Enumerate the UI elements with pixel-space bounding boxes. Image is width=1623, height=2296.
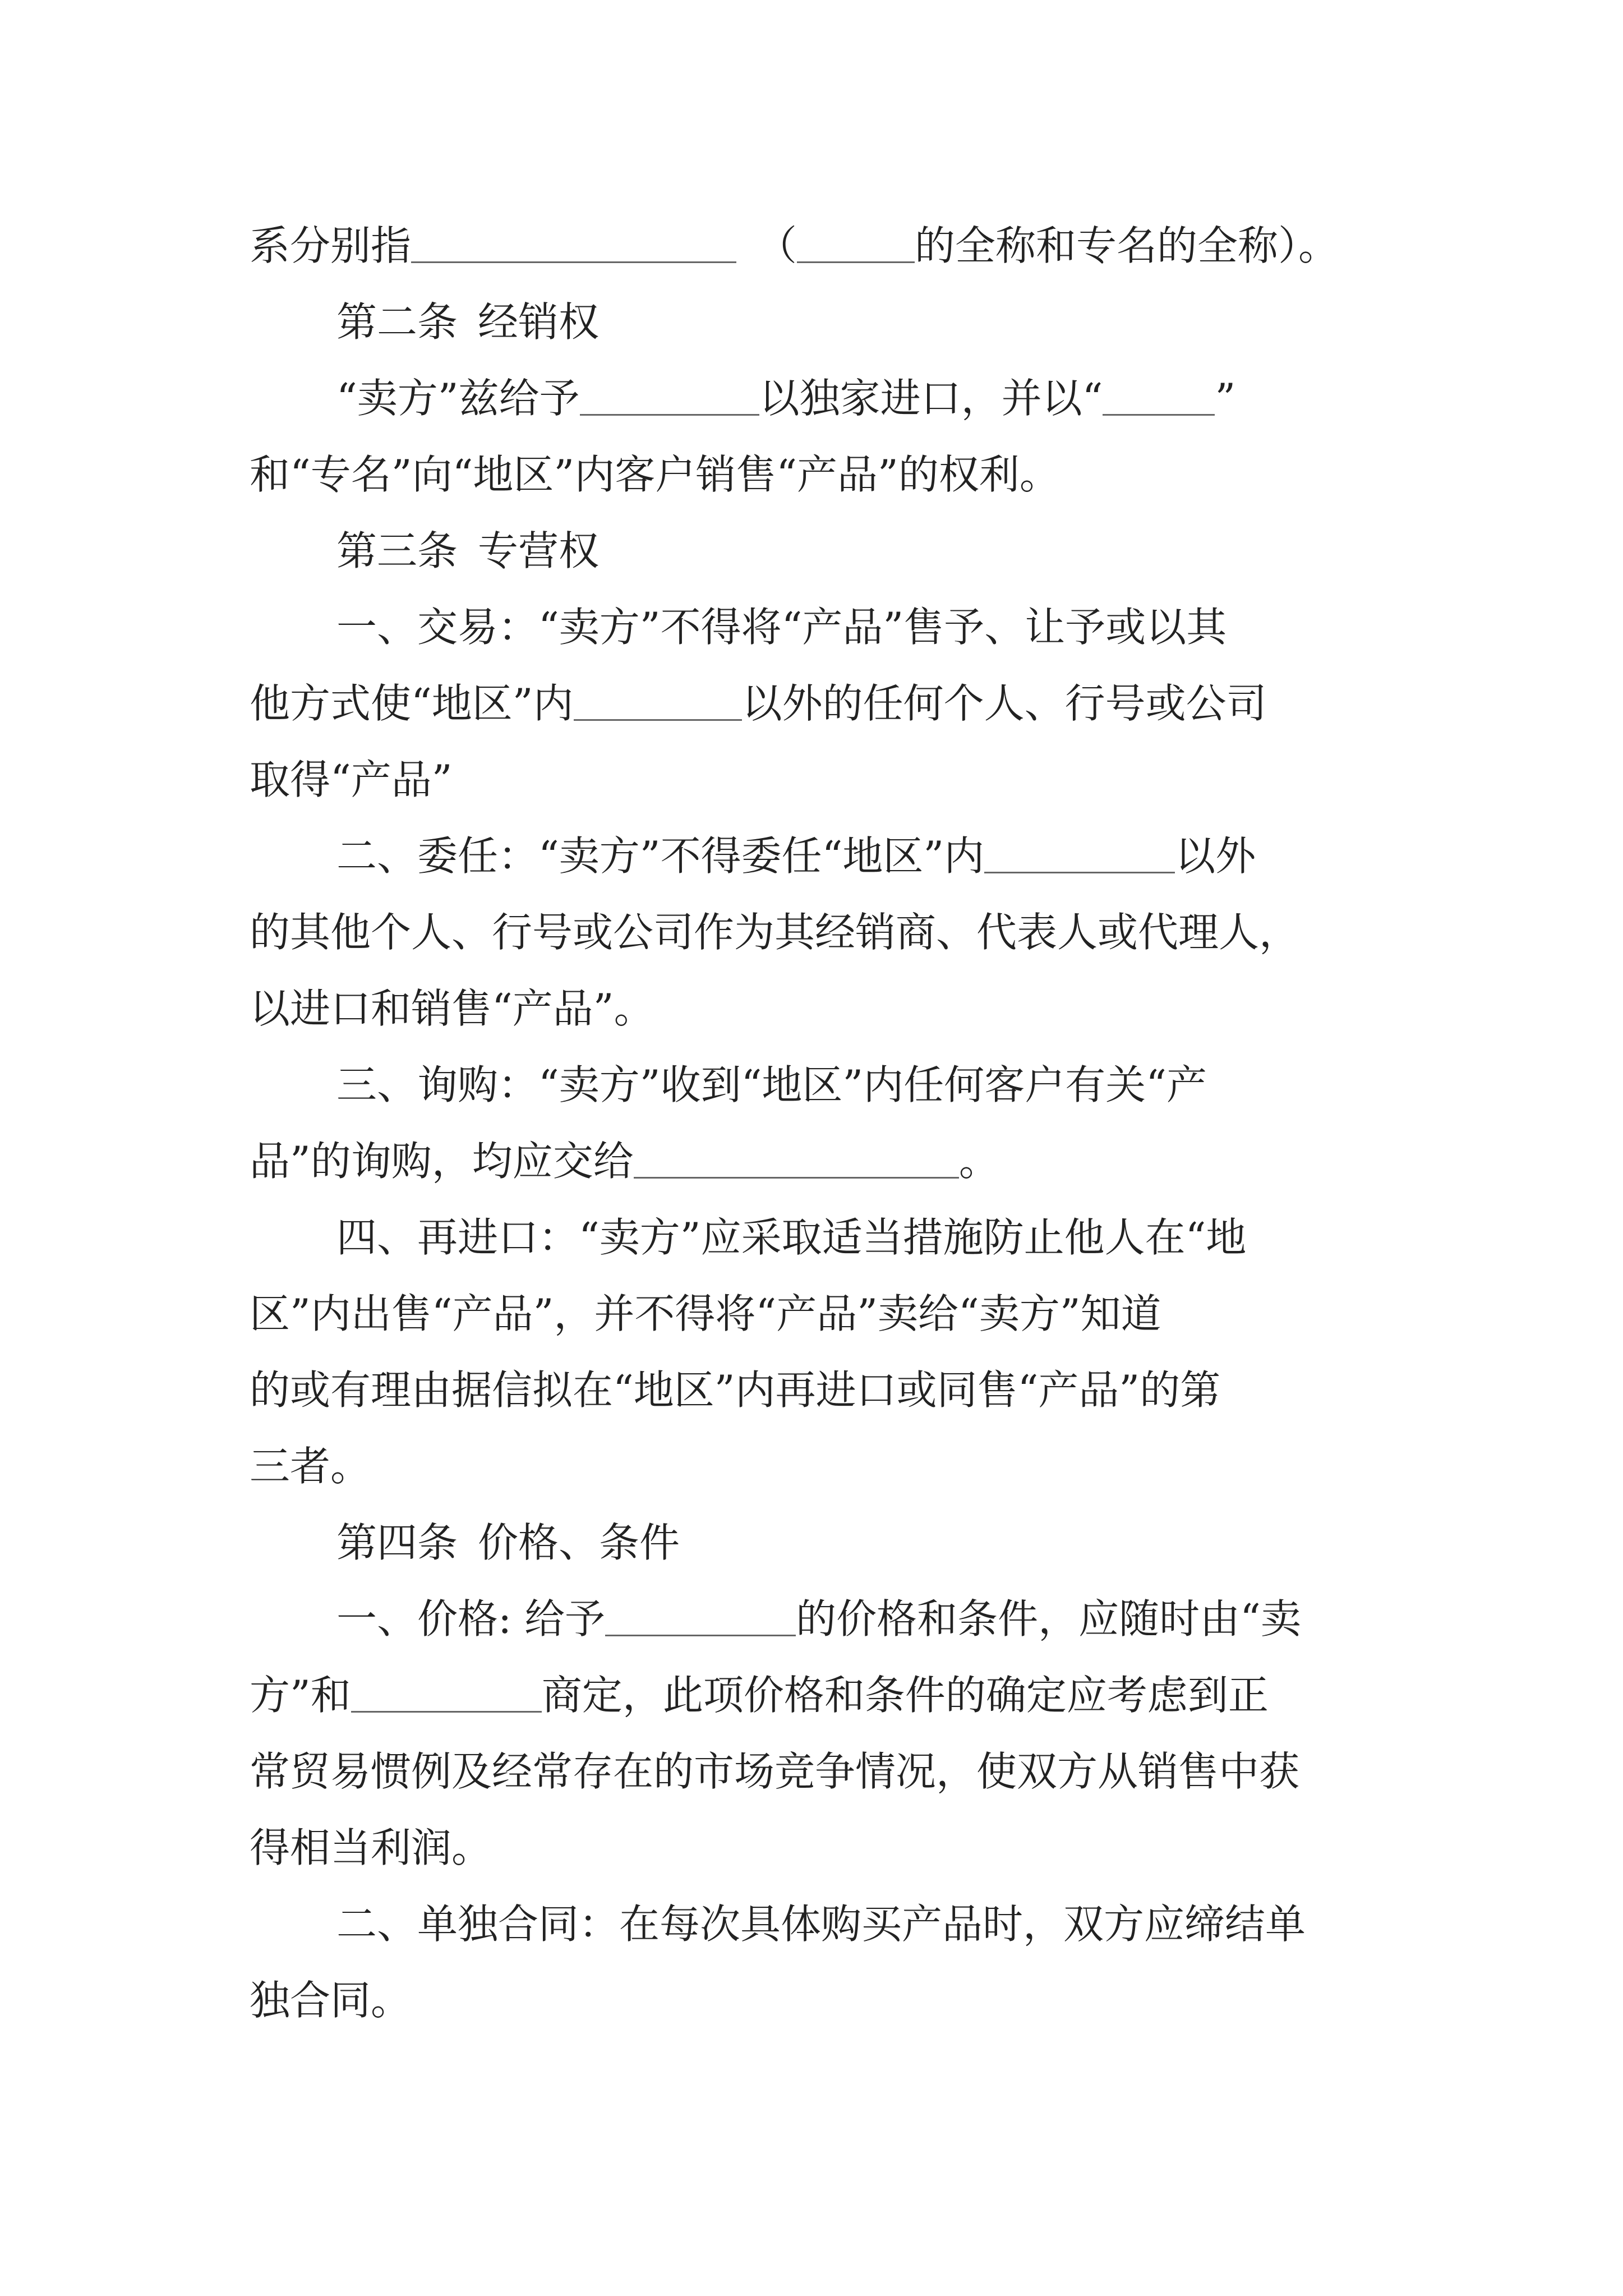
paragraph-line — [250, 818, 1382, 894]
text-segment: ” — [1215, 375, 1236, 422]
article-name: 专营权 — [478, 527, 600, 574]
fill-blank — [574, 685, 742, 721]
article-number: 第三条 — [336, 527, 458, 574]
article-number: 第四条 — [336, 1519, 458, 1566]
paragraph-line — [250, 1886, 1382, 1962]
text-segment: 和“专名”向“地区”内客户销售“产品”的权利。 — [250, 451, 1060, 498]
paragraph-line — [250, 1428, 1382, 1504]
paragraph-line — [250, 589, 1382, 665]
paragraph-line — [250, 1810, 1382, 1886]
text-segment: 二、委任：“卖方”不得委任“地区”内 — [336, 832, 985, 880]
paragraph-line — [250, 1047, 1382, 1123]
text-segment: 。 — [958, 1138, 999, 1185]
clause-definitions-line — [250, 208, 1382, 284]
paragraph-line — [250, 360, 1382, 436]
text-segment: 的其他个人、行号或公司作为其经销商、代表人或代理人， — [250, 909, 1300, 956]
text-segment: 的全称和专名的全称）。 — [915, 222, 1339, 269]
text-segment: 系分别指 — [250, 222, 412, 269]
paragraph-line — [250, 436, 1382, 513]
fill-blank — [411, 228, 736, 263]
article-name: 价格、条件 — [478, 1519, 680, 1566]
paragraph-line — [250, 894, 1382, 970]
paragraph-line — [250, 665, 1382, 742]
paragraph-line — [250, 1123, 1382, 1199]
text-segment: 二、单独合同：在每次具体购买产品时，双方应缔结单 — [336, 1901, 1306, 1948]
text-segment: 三者。 — [250, 1443, 371, 1490]
fill-blank — [605, 1601, 796, 1636]
paragraph-line — [250, 1352, 1382, 1428]
paragraph-line — [250, 1733, 1382, 1810]
text-segment: 一、价格: 给予 — [336, 1595, 606, 1642]
paragraph-line — [250, 1276, 1382, 1352]
text-segment: 三、询购：“卖方”收到“地区”内任何客户有关“产 — [336, 1061, 1207, 1108]
fill-blank — [351, 1677, 542, 1713]
text-segment: 的或有理由据信拟在“地区”内再进口或同售“产品”的第 — [250, 1366, 1221, 1414]
text-segment: 四、再进口：“卖方”应采取适当措施防止他人在“地 — [336, 1214, 1247, 1261]
paragraph-line — [250, 742, 1382, 818]
text-segment: 以外 — [1175, 832, 1256, 880]
fill-blank — [797, 228, 915, 263]
paragraph-line — [250, 1199, 1382, 1276]
text-segment: 常贸易惯例及经常存在的市场竞争情况，使双方从销售中获 — [250, 1748, 1300, 1795]
fill-blank — [580, 380, 759, 416]
article-number: 第二条 — [336, 298, 458, 346]
text-segment: 他方式使“地区”内 — [250, 680, 574, 727]
text-segment: 得相当利润。 — [250, 1824, 492, 1871]
article-heading — [250, 284, 1382, 360]
fill-blank — [1103, 380, 1215, 416]
fill-blank — [984, 838, 1175, 873]
article-heading — [250, 513, 1382, 589]
text-segment: （ — [757, 222, 797, 269]
article-name: 经销权 — [478, 298, 600, 346]
text-segment: 品”的询购，均应交给 — [250, 1138, 634, 1185]
text-segment: 以独家进口，并以“ — [759, 375, 1103, 422]
paragraph-line — [250, 970, 1382, 1047]
text-segment: 的价格和条件，应随时由“卖 — [796, 1595, 1301, 1642]
text-segment: 以进口和销售“产品”。 — [250, 985, 654, 1032]
article-heading — [250, 1504, 1382, 1581]
text-segment: 区”内出售“产品”，并不得将“产品”卖给“卖方”知道 — [250, 1290, 1161, 1337]
text-segment: 独合同。 — [250, 1977, 412, 2024]
text-segment: 以外的任何个人、行号或公司 — [741, 680, 1267, 727]
paragraph-line — [250, 1657, 1382, 1733]
text-segment: 商定，此项价格和条件的确定应考虑到正 — [541, 1672, 1269, 1719]
text-segment: 方”和 — [250, 1672, 351, 1719]
contract-body — [250, 208, 1382, 2039]
text-segment: 取得“产品” — [250, 756, 453, 803]
text-segment: 一、交易：“卖方”不得将“产品”售予、让予或以其 — [336, 604, 1227, 651]
paragraph-line — [250, 1962, 1382, 2039]
fill-blank — [634, 1143, 959, 1179]
paragraph-line — [250, 1581, 1382, 1657]
text-segment: “卖方”兹给予 — [336, 375, 580, 422]
